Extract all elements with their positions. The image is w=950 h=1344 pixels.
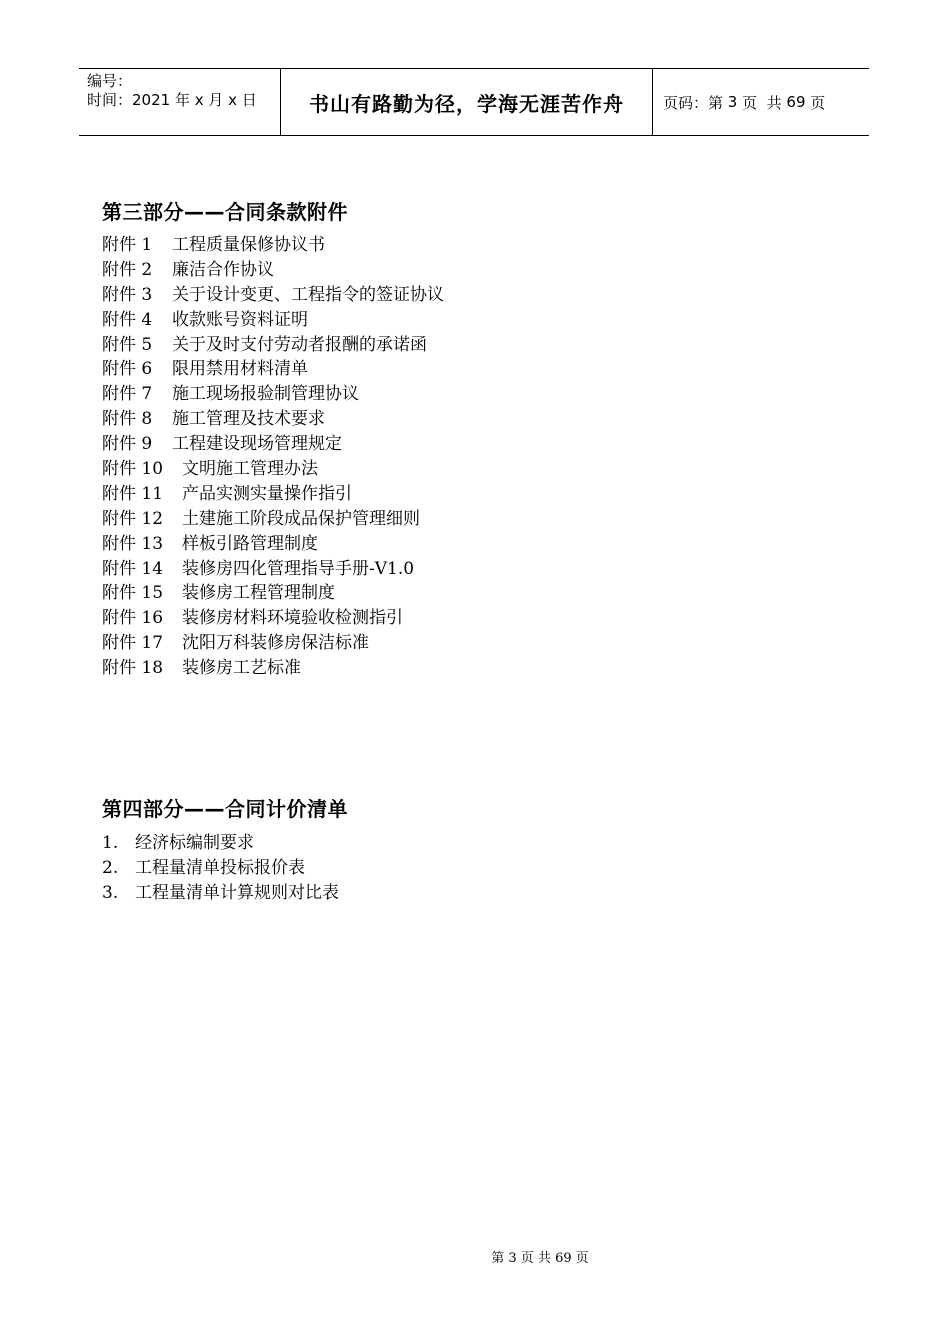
list-item (102, 631, 444, 656)
item-title: 装修房材料环境验收检测指引 (182, 608, 403, 629)
item-number: 附件 1 (102, 235, 153, 255)
item-title: 施工管理及技术要求 (172, 409, 325, 430)
item-number: 附件 7 (102, 384, 153, 405)
item-number: 附件 13 (102, 533, 164, 554)
footer-page-number: 3 (508, 1251, 517, 1266)
list-item (102, 881, 339, 906)
item-number: 附件 12 (102, 508, 164, 529)
item-title: 经济标编制要求 (135, 833, 254, 853)
header-page-number: 3 (727, 93, 738, 111)
item-title: 工程量清单投标报价表 (135, 857, 305, 878)
footer-page-total: 69 (555, 1251, 572, 1266)
item-number: 附件 3 (102, 284, 153, 305)
footer-mid: 页 共 (516, 1251, 556, 1266)
header-motto: 书山有路勤为径，学海无涯苦作舟 (309, 91, 624, 116)
item-title: 装修房工程管理制度 (182, 583, 335, 604)
item-title: 样板引路管理制度 (182, 533, 318, 554)
item-title: 文明施工管理办法 (182, 459, 318, 480)
item-number: 附件 17 (102, 633, 164, 654)
item-title: 土建施工阶段成品保护管理细则 (182, 508, 420, 529)
list-item (102, 258, 444, 283)
item-number: 3. (102, 882, 119, 903)
item-number: 1. (102, 833, 119, 853)
item-number: 附件 16 (102, 608, 164, 629)
item-number: 附件 15 (102, 583, 164, 604)
item-title: 施工现场报验制管理协议 (172, 384, 359, 405)
list-item (102, 581, 444, 606)
part4-item-list (102, 831, 339, 906)
header-page-total: 69 (786, 93, 806, 111)
item-title: 工程质量保修协议书 (172, 235, 325, 255)
item-title: 关于及时支付劳动者报酬的承诺函 (172, 334, 427, 355)
item-title: 工程量清单计算规则对比表 (135, 882, 339, 903)
list-item (102, 557, 444, 582)
list-item (102, 382, 444, 407)
item-number: 附件 11 (102, 483, 164, 504)
list-item (102, 856, 339, 881)
list-item (102, 656, 444, 681)
item-title: 产品实测实量操作指引 (182, 483, 352, 504)
header-motto-cell (281, 69, 653, 135)
list-item (102, 283, 444, 308)
document-number-label: 编号： (87, 72, 133, 90)
list-item (102, 606, 444, 631)
footer-suffix: 页 (571, 1251, 589, 1266)
list-item (102, 482, 444, 507)
footer-prefix: 第 (491, 1251, 509, 1266)
header-page-suffix: 页 (805, 93, 826, 112)
list-item (102, 333, 444, 358)
list-item (102, 308, 444, 333)
item-title: 廉洁合作协议 (172, 259, 274, 280)
document-date: 时间：2021 年 x 月 x 日 (87, 91, 257, 109)
item-title: 沈阳万科装修房保洁标准 (182, 633, 369, 654)
list-item (102, 357, 444, 382)
part3-attachment-list (102, 233, 444, 681)
item-title: 装修房四化管理指导手册-V1.0 (182, 558, 415, 579)
item-number: 附件 10 (102, 459, 164, 480)
part4-title: 第四部分——合同计价清单 (102, 797, 348, 821)
header-page-mid: 页 共 (737, 93, 787, 112)
list-item (102, 457, 444, 482)
list-item (102, 233, 444, 258)
list-item (102, 532, 444, 557)
part3-title: 第三部分——合同条款附件 (102, 200, 348, 224)
item-number: 附件 2 (102, 259, 153, 280)
item-number: 附件 5 (102, 334, 153, 355)
item-number: 附件 9 (102, 434, 153, 455)
item-number: 附件 14 (102, 558, 164, 579)
item-title: 收款账号资料证明 (172, 309, 308, 330)
item-number: 2. (102, 857, 119, 878)
list-item (102, 831, 339, 856)
item-title: 工程建设现场管理规定 (172, 434, 342, 455)
item-number: 附件 6 (102, 359, 153, 380)
item-title: 装修房工艺标准 (182, 658, 301, 679)
page-header (79, 68, 869, 136)
item-number: 附件 18 (102, 658, 164, 679)
item-number: 附件 4 (102, 309, 153, 330)
item-title: 关于设计变更、工程指令的签证协议 (172, 284, 444, 305)
item-number: 附件 8 (102, 409, 153, 430)
list-item (102, 432, 444, 457)
header-page-prefix: 页码：第 (663, 93, 728, 112)
page-footer (0, 1247, 950, 1266)
item-title: 限用禁用材料清单 (172, 359, 308, 380)
header-meta (79, 69, 281, 135)
header-page-info (653, 69, 869, 135)
list-item (102, 507, 444, 532)
list-item (102, 407, 444, 432)
